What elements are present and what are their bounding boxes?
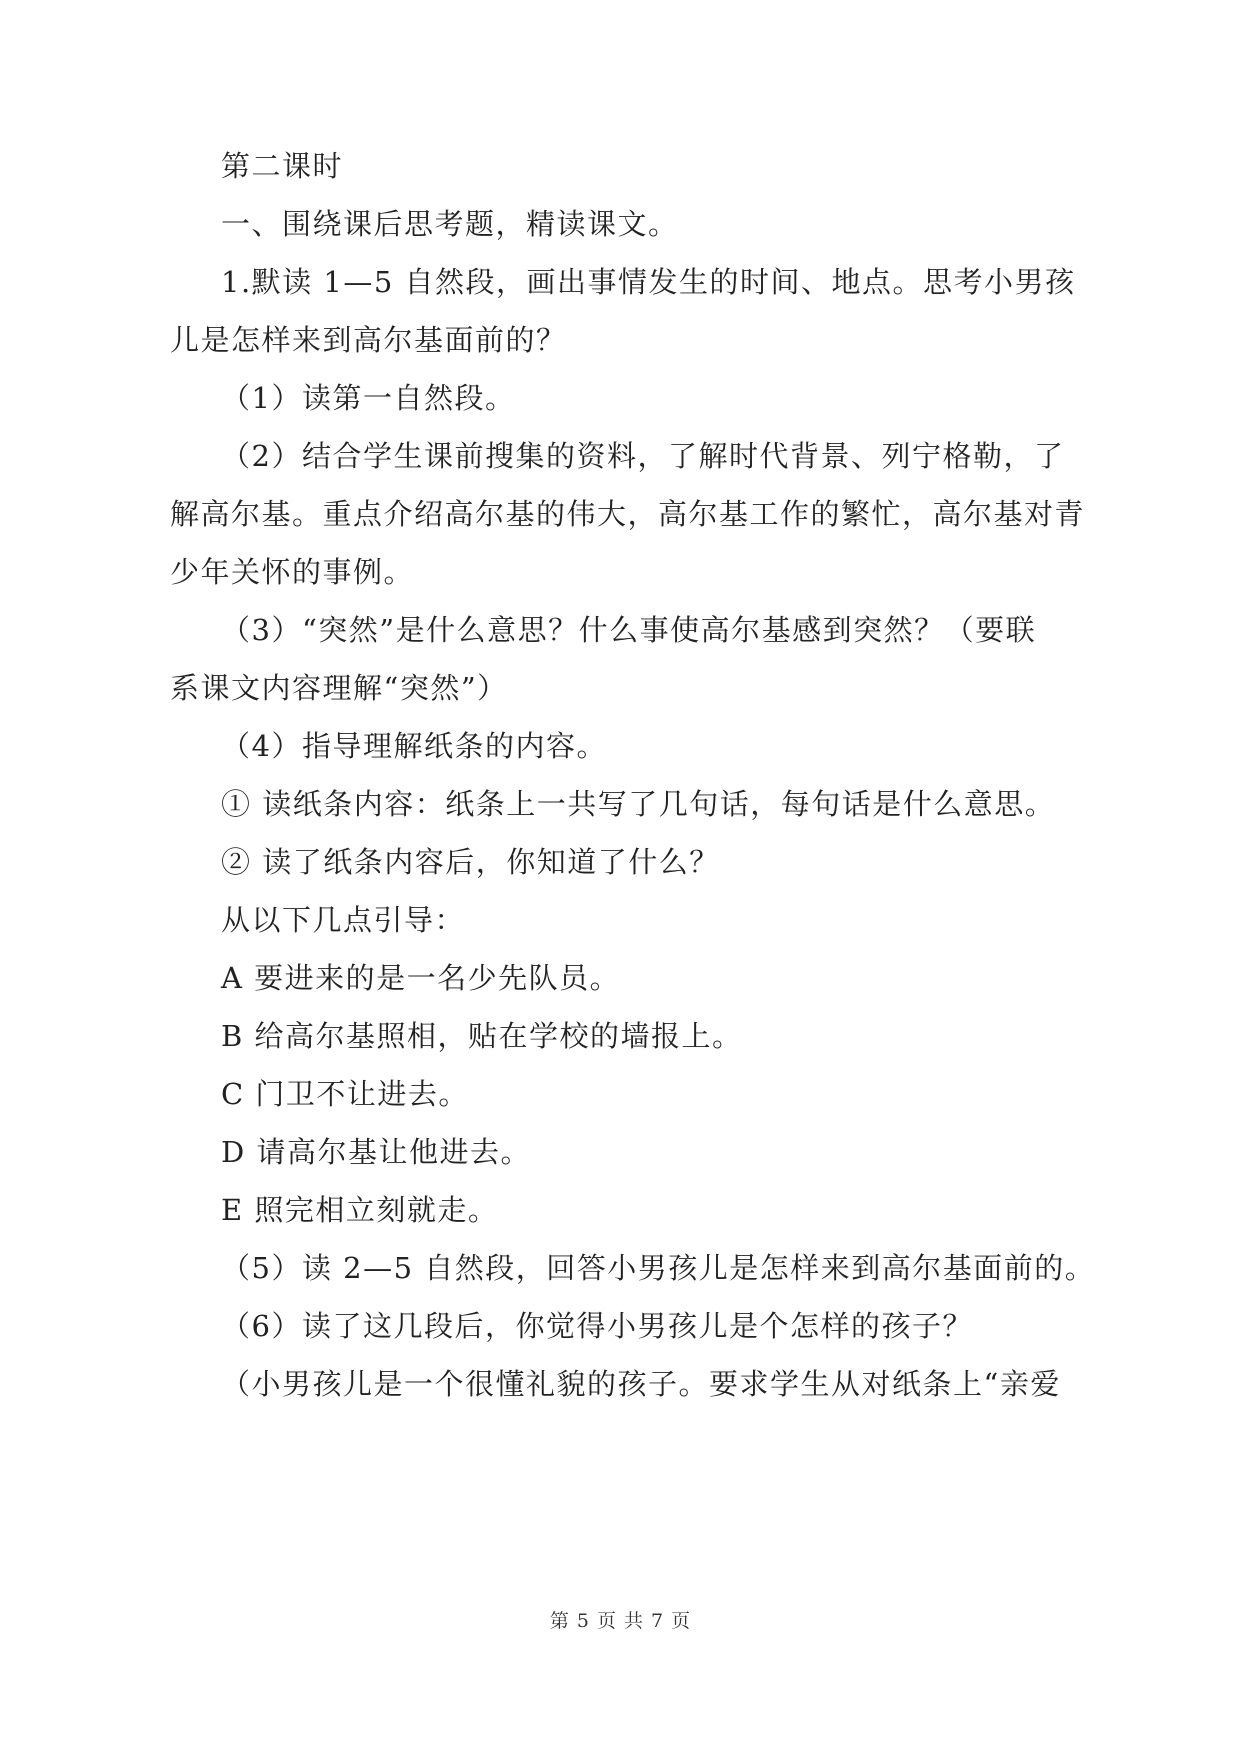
list-item: C 门卫不让进去。 <box>221 1077 469 1111</box>
paragraph-line: 从以下几点引导： <box>221 903 466 937</box>
paragraph-line: （小男孩儿是一个很懂礼貌的孩子。要求学生从对纸条上“亲爱 <box>221 1367 1061 1401</box>
list-item: A 要进来的是一名少先队员。 <box>221 961 621 995</box>
paragraph-line: （1）读第一自然段。 <box>221 381 516 415</box>
section-heading: 第二课时 <box>221 149 344 183</box>
paragraph-line: （2）结合学生课前搜集的资料，了解时代背景、列宁格勒，了 <box>221 439 1065 473</box>
paragraph-line: 儿是怎样来到高尔基面前的？ <box>170 323 567 357</box>
paragraph-line: 系课文内容理解“突然”） <box>170 671 508 705</box>
paragraph-line: （6）读了这几段后，你觉得小男孩儿是个怎样的孩子？ <box>221 1309 973 1343</box>
list-item: B 给高尔基照相，贴在学校的墙报上。 <box>221 1019 743 1053</box>
page-number-footer: 第 5 页 共 7 页 <box>549 1610 692 1632</box>
paragraph-line: 少年关怀的事例。 <box>170 555 415 589</box>
paragraph-line: （3）“突然”是什么意思？什么事使高尔基感到突然？（要联 <box>221 613 1037 647</box>
list-item: D 请高尔基让他进去。 <box>221 1135 531 1169</box>
paragraph-line: （4）指导理解纸条的内容。 <box>221 729 607 763</box>
list-item: ② 读了纸条内容后，你知道了什么？ <box>221 845 720 879</box>
list-item: E 照完相立刻就走。 <box>221 1193 499 1227</box>
paragraph-line: 1.默读 1—5 自然段，画出事情发生的时间、地点。思考小男孩 <box>221 265 1076 299</box>
list-item: ① 读纸条内容：纸条上一共写了几句话，每句话是什么意思。 <box>221 787 1056 821</box>
paragraph-line: （5）读 2—5 自然段，回答小男孩儿是怎样来到高尔基面前的。 <box>221 1251 1096 1285</box>
paragraph-line: 解高尔基。重点介绍高尔基的伟大，高尔基工作的繁忙，高尔基对青 <box>170 497 1086 531</box>
paragraph-line: 一、围绕课后思考题，精读课文。 <box>221 207 679 241</box>
